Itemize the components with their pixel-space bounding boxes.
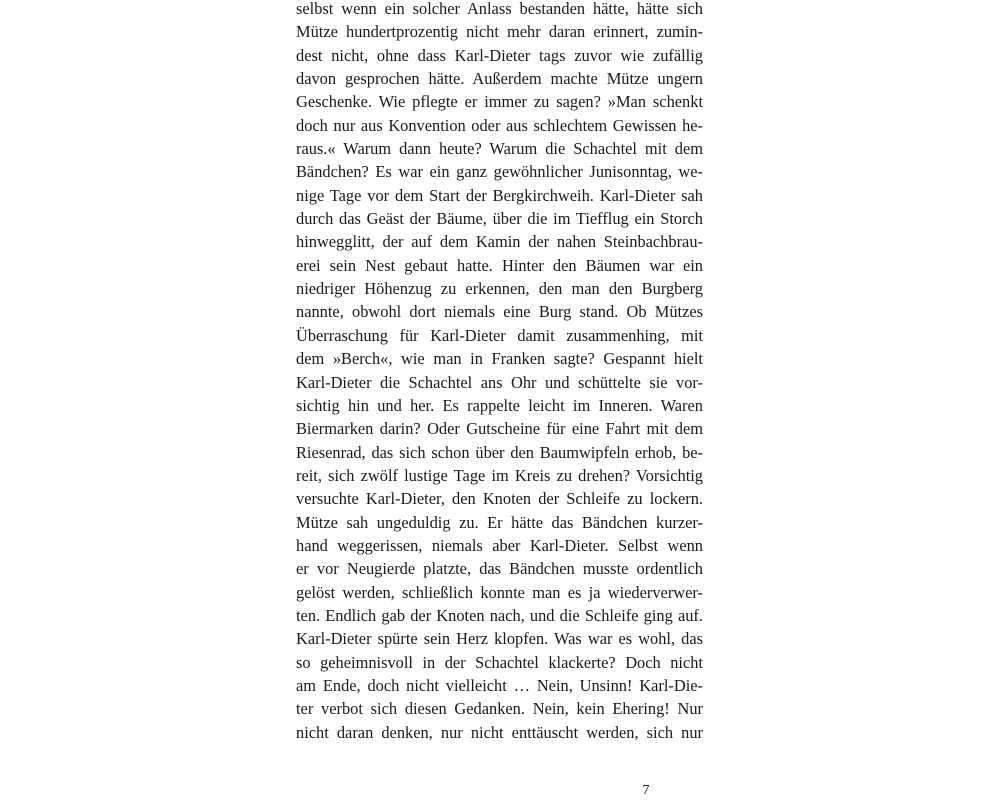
text-line: ter verbot sich diesen Gedanken. Nein, kein Ehering! Nur: [296, 699, 703, 719]
text-line: raus.« Warum dann heute? Warum die Schachtel mit dem: [296, 139, 703, 159]
text-line: doch nur aus Konvention oder aus schlechtem Gewissen he-: [296, 115, 703, 135]
text-line: hand weggerissen, niemals aber Karl-Dieter. Selbst wenn: [296, 535, 703, 555]
text-line: er vor Neugierde platzte, das Bändchen musste ordentlich: [296, 559, 703, 579]
text-line: Überraschung für Karl-Dieter damit zusammenhing, mit: [296, 325, 703, 345]
text-line: davon gesprochen hätte. Außerdem machte Mütze ungern: [296, 69, 703, 89]
text-line: Mütze sah ungeduldig zu. Er hätte das Bändchen kurzer-: [296, 512, 703, 532]
text-line: am Ende, doch nicht vielleicht … Nein, Unsinn! Karl-Die-: [296, 675, 703, 695]
text-line: Geschenke. Wie pflegte er immer zu sagen? »Man schenkt: [296, 92, 703, 112]
page-number: 7: [642, 783, 650, 798]
text-line: erei sein Nest gebaut hatte. Hinter den Bäumen war ein: [296, 255, 703, 275]
text-line: Karl-Dieter spürte sein Herz klopfen. Was war es wohl, das: [296, 629, 703, 649]
body-text: [296, 0, 703, 744]
text-line: Mütze hundertprozentig nicht mehr daran erinnert, zumin-: [296, 22, 703, 42]
text-line: so geheimnisvoll in der Schachtel klackerte? Doch nicht: [296, 652, 703, 672]
text-line: dem »Berch«, wie man in Franken sagte? Gespannt hielt: [296, 349, 703, 369]
text-line: durch das Geäst der Bäume, über die im Tiefflug ein Storch: [296, 209, 703, 229]
text-line: dest nicht, ohne dass Karl-Dieter tags zuvor wie zufällig: [296, 45, 703, 65]
text-line: sichtig hin und her. Es rappelte leicht im Inneren. Waren: [296, 395, 703, 415]
text-line: nige Tage vor dem Start der Bergkirchweih. Karl-Dieter sah: [296, 185, 703, 205]
text-line: selbst wenn ein solcher Anlass bestanden hätte, hätte sich: [296, 0, 703, 18]
text-line: Karl-Dieter die Schachtel ans Ohr und schüttelte sie vor-: [296, 372, 703, 392]
text-line: Riesenrad, das sich schon über den Baumwipfeln erhob, be-: [296, 442, 703, 462]
text-line: hinwegglitt, der auf dem Kamin der nahen Steinbachbrau-: [296, 232, 703, 252]
text-line: niedriger Höhenzug zu erkennen, den man den Burgberg: [296, 279, 703, 299]
text-line: nannte, obwohl dort niemals eine Burg stand. Ob Mützes: [296, 302, 703, 322]
text-line: reit, sich zwölf lustige Tage im Kreis zu drehen? Vorsichtig: [296, 465, 703, 485]
text-line: versuchte Karl-Dieter, den Knoten der Schleife zu lockern.: [296, 489, 703, 509]
text-line: gelöst werden, schließlich konnte man es ja wiederverwer-: [296, 582, 703, 602]
text-line: ten. Endlich gab der Knoten nach, und die Schleife ging auf.: [296, 605, 703, 625]
text-line: nicht daran denken, nur nicht enttäuscht werden, sich nur: [296, 722, 703, 742]
text-line: Biermarken darin? Oder Gutscheine für eine Fahrt mit dem: [296, 419, 703, 439]
text-line: Bändchen? Es war ein ganz gewöhnlicher Junisonntag, we-: [296, 162, 703, 182]
